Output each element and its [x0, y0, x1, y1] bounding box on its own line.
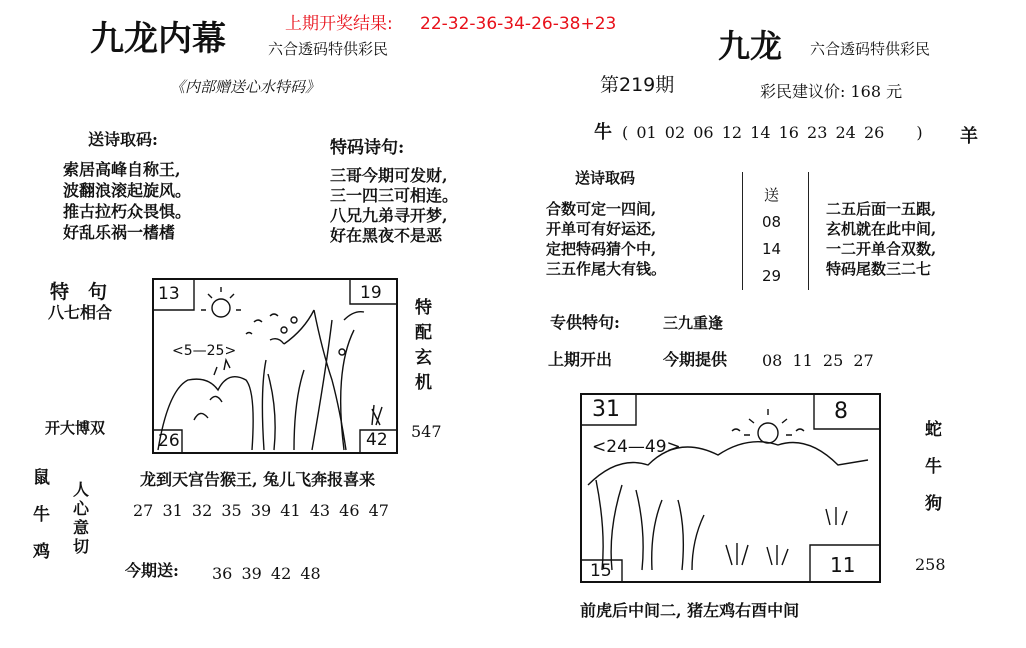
ren-xin-yi-qie — [73, 482, 89, 555]
ren-xin-char: 切 — [73, 537, 90, 556]
right-box-corner-br: 11 — [830, 553, 856, 577]
today-offer-number: 27 — [853, 351, 874, 370]
ox-label: 牛 — [594, 122, 612, 143]
divider-left — [742, 172, 743, 290]
poem3-line: 二五后面一五跟, — [826, 200, 937, 218]
ox-number-row: ( 01 02 06 12 14 16 23 24 26 ) — [622, 123, 923, 142]
special-poem-line: 三哥今期可发财, — [330, 166, 448, 185]
poem2-lines — [546, 202, 666, 277]
special-poem-line: 三一四三可相连。 — [330, 186, 459, 205]
left-box-corner-bl: 26 — [158, 431, 180, 451]
special-poem-line: 八兄九弟寻开梦, — [330, 206, 448, 225]
song-item: 14 — [762, 240, 782, 258]
issue-number: 第219期 — [600, 74, 675, 96]
animal-right: 牛 — [925, 457, 942, 477]
today-send-number: 42 — [270, 564, 292, 583]
left-number: 47 — [368, 501, 389, 520]
left-subtitle: 六合透码特供彩民 — [268, 40, 389, 58]
ox-number: 14 — [750, 123, 771, 142]
poem3-lines — [826, 202, 936, 277]
poem2-line: 开单可有好运还, — [546, 220, 657, 238]
poem3-line: 特码尾数三二七 — [826, 260, 932, 278]
ox-number: 16 — [778, 123, 799, 142]
right-title: 九龙 — [718, 27, 783, 65]
animal-left: 鼠 — [33, 468, 50, 488]
animal-right: 狗 — [925, 494, 942, 514]
left-number-list — [133, 503, 389, 519]
ox-number: 06 — [693, 123, 714, 142]
ox-number: 02 — [664, 123, 686, 142]
animal-left: 牛 — [33, 505, 50, 525]
ren-xin-char: 意 — [73, 518, 90, 537]
suggested-price: 彩民建议价: 168 元 — [760, 82, 903, 101]
left-box-corner-tr: 19 — [360, 283, 382, 303]
animals-left — [33, 470, 50, 561]
right-box-corner-tl: 31 — [592, 397, 620, 422]
poem2-line: 定把特码猜个中, — [546, 240, 657, 258]
special-poem-lines — [330, 168, 458, 244]
today-offer-number: 08 — [762, 351, 783, 370]
ox-number: 12 — [721, 123, 743, 142]
te-pei-char: 玄 — [415, 348, 432, 368]
number-258: 258 — [915, 555, 946, 574]
today-send-numbers — [212, 566, 321, 582]
right-sketch-box — [580, 393, 881, 583]
te-pei-char: 机 — [415, 373, 432, 393]
right-box-range-text: 24—49 — [606, 437, 667, 457]
left-number: 39 — [250, 501, 272, 520]
special-poem-label: 特码诗句: — [330, 138, 405, 158]
special-poem-line: 好在黑夜不是恶 — [330, 226, 443, 245]
ren-xin-char: 心 — [73, 499, 90, 518]
today-send-number: 39 — [241, 564, 262, 583]
song-item: 08 — [762, 213, 782, 231]
song-column — [762, 188, 781, 284]
last-result-value: 22-32-36-34-26-38+23 — [420, 14, 617, 34]
number-547: 547 — [411, 422, 442, 441]
today-offer-label: 今期提供 — [663, 350, 728, 369]
today-send-number: 36 — [212, 564, 233, 583]
zhuan-gong-label: 专供特句: — [550, 313, 620, 332]
right-subtitle: 六合透码特供彩民 — [810, 40, 931, 58]
te-ju-label: 特 句 — [50, 281, 108, 303]
left-number: 31 — [162, 501, 183, 520]
poem2-line: 合数可定一四间, — [546, 200, 657, 218]
left-number: 41 — [280, 501, 301, 520]
poem-send-line: 波翻浪滚起旋风。 — [63, 181, 192, 200]
left-number: 43 — [309, 501, 331, 520]
left-number: 27 — [133, 501, 154, 520]
dragon-line: 龙到天宫告猴王, 兔儿飞奔报喜来 — [140, 470, 376, 489]
last-result-label: 上期开奖结果: — [285, 14, 393, 34]
kai-da-bo-shuang: 开大博双 — [45, 419, 106, 437]
left-title: 九龙内幕 — [90, 19, 226, 59]
ox-number: 01 — [636, 123, 657, 142]
last-open-label: 上期开出 — [548, 350, 613, 369]
poem-send-label: 送诗取码: — [88, 130, 158, 149]
song-item: 29 — [762, 267, 782, 285]
poem3-line: 玄机就在此中间, — [826, 220, 937, 238]
left-box-range: <5—25> — [172, 343, 237, 359]
ox-number: 24 — [835, 123, 856, 142]
today-offer-numbers — [762, 353, 874, 369]
left-number: 46 — [339, 501, 360, 520]
poem2-line: 三五作尾大有钱。 — [546, 260, 667, 278]
song-item: 送 — [764, 186, 780, 204]
ox-number: 26 — [863, 123, 885, 142]
animal-right: 蛇 — [925, 420, 942, 440]
divider-right — [808, 172, 809, 290]
ren-xin-char: 人 — [73, 480, 90, 499]
ox-number: 23 — [807, 123, 828, 142]
poem-send-lines — [63, 162, 191, 241]
left-number: 35 — [221, 501, 242, 520]
sheep-label: 羊 — [960, 126, 978, 147]
left-box-range-text: 5—25 — [183, 343, 225, 359]
right-box-corner-bl: 15 — [590, 561, 612, 581]
te-pei-char: 特 — [415, 298, 432, 318]
left-landscape-sketch — [154, 280, 396, 452]
right-box-corner-tr: 8 — [834, 399, 848, 424]
animals-right — [925, 422, 942, 513]
te-pei-char: 配 — [415, 323, 432, 343]
bottom-line: 前虎后中间二, 猪左鸡右酉中间 — [580, 601, 800, 620]
poem-send-line: 好乱乐祸一榰榰 — [63, 223, 176, 242]
today-send-number: 48 — [300, 564, 321, 583]
animal-left: 鸡 — [33, 542, 50, 562]
today-offer-number: 25 — [822, 351, 844, 370]
left-sketch-box — [152, 278, 398, 454]
te-pei-xuan-ji — [415, 300, 432, 392]
poem3-line: 一二开单合双数, — [826, 240, 937, 258]
poem2-label: 送诗取码 — [575, 169, 636, 187]
left-box-corner-br: 42 — [366, 430, 388, 450]
poem-send-line: 索居高峰自称王, — [63, 160, 181, 179]
ba-qi-xiang-he: 八七相合 — [48, 303, 113, 322]
today-offer-number: 11 — [792, 351, 813, 370]
right-box-range: <24—49> — [592, 437, 681, 457]
left-box-corner-tl: 13 — [158, 284, 180, 304]
today-send-label: 今期送: — [125, 561, 179, 580]
left-slogan: 《内部赠送心水特码》 — [170, 78, 321, 96]
left-number: 32 — [191, 501, 213, 520]
poem-send-line: 推古拉朽众畏惧。 — [63, 202, 192, 221]
zhuan-gong-value: 三九重逢 — [663, 314, 724, 332]
